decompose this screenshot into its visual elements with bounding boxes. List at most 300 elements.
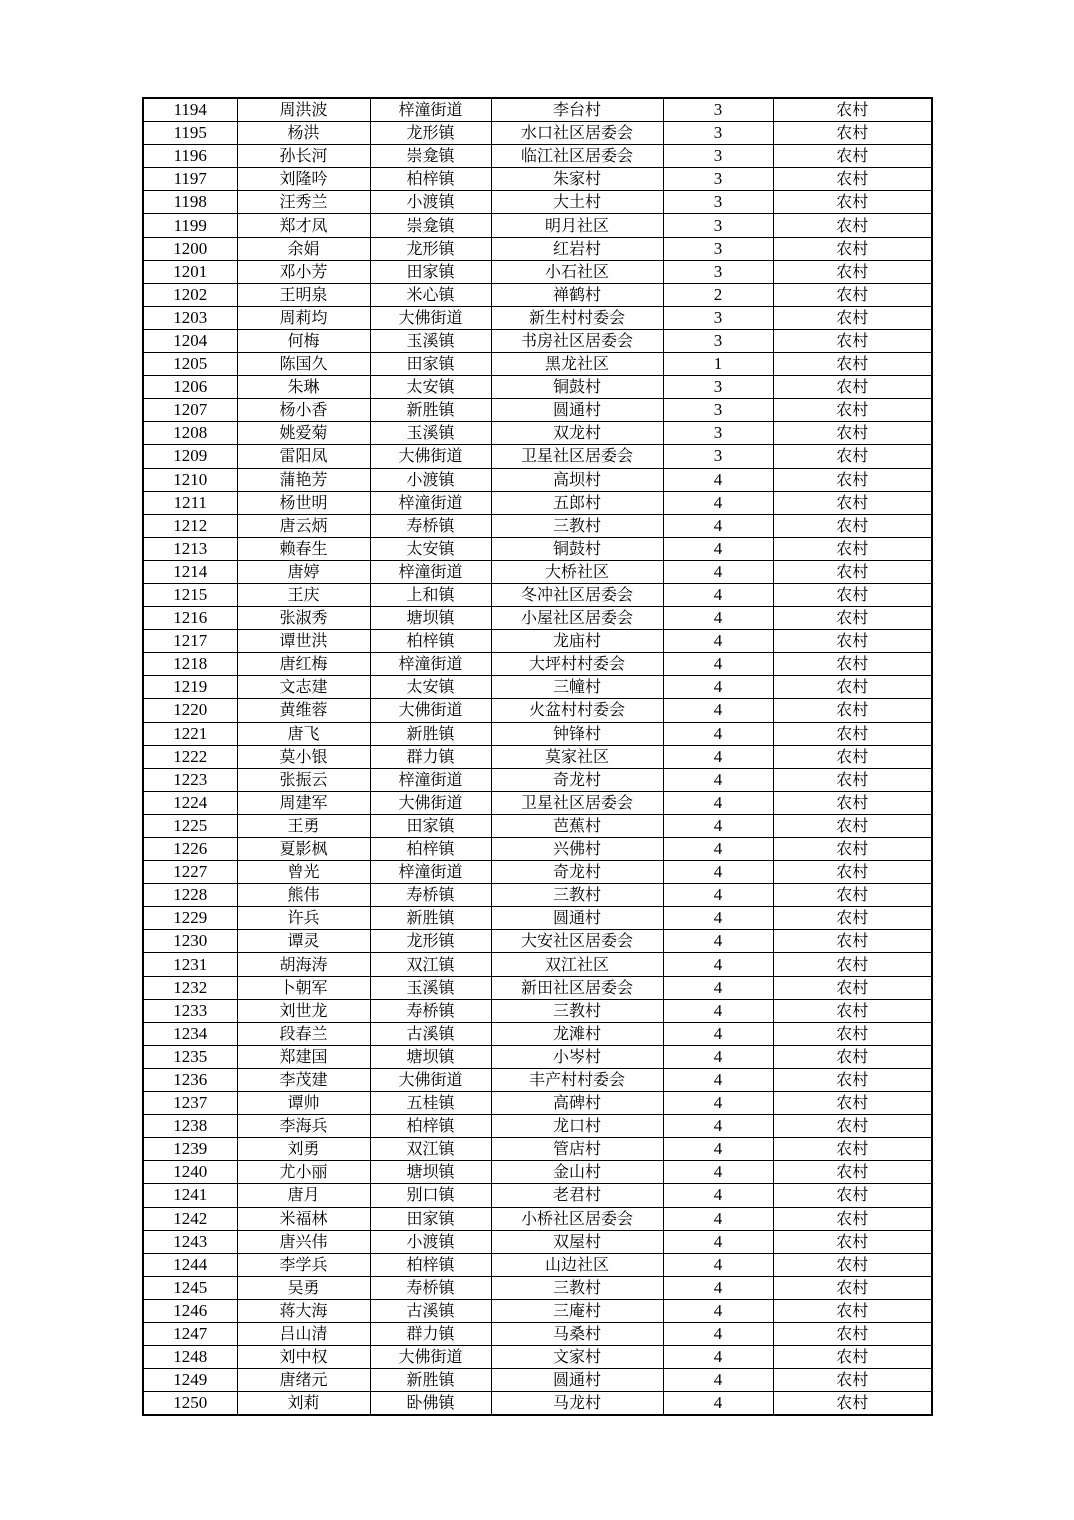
record-number-cell: 1212 <box>143 514 237 537</box>
township-cell: 卧佛镇 <box>370 1392 491 1416</box>
record-number-cell: 1242 <box>143 1207 237 1230</box>
count-cell: 4 <box>663 607 773 630</box>
category-cell: 农村 <box>773 1115 932 1138</box>
village-cell: 铜鼓村 <box>491 376 663 399</box>
category-cell: 农村 <box>773 976 932 999</box>
township-cell: 崇龛镇 <box>370 214 491 237</box>
township-cell: 大佛街道 <box>370 1068 491 1091</box>
village-cell: 马桑村 <box>491 1322 663 1345</box>
record-number-cell: 1208 <box>143 422 237 445</box>
record-number-cell: 1233 <box>143 999 237 1022</box>
category-cell: 农村 <box>773 930 932 953</box>
village-cell: 冬冲社区居委会 <box>491 583 663 606</box>
township-cell: 梓潼街道 <box>370 861 491 884</box>
table-row <box>143 930 932 953</box>
name-cell: 唐飞 <box>237 722 370 745</box>
category-cell: 农村 <box>773 1299 932 1322</box>
name-cell: 卜朝军 <box>237 976 370 999</box>
record-number-cell: 1240 <box>143 1161 237 1184</box>
count-cell: 3 <box>663 191 773 214</box>
record-number-cell: 1207 <box>143 399 237 422</box>
name-cell: 杨世明 <box>237 491 370 514</box>
record-number-cell: 1237 <box>143 1092 237 1115</box>
record-number-cell: 1204 <box>143 329 237 352</box>
table-row <box>143 191 932 214</box>
table-row <box>143 1253 932 1276</box>
count-cell: 4 <box>663 838 773 861</box>
table-row <box>143 422 932 445</box>
village-cell: 马龙村 <box>491 1392 663 1416</box>
record-number-cell: 1250 <box>143 1392 237 1416</box>
count-cell: 4 <box>663 814 773 837</box>
village-cell: 三教村 <box>491 884 663 907</box>
count-cell: 4 <box>663 1207 773 1230</box>
name-cell: 杨小香 <box>237 399 370 422</box>
count-cell: 4 <box>663 1115 773 1138</box>
village-cell: 高坝村 <box>491 468 663 491</box>
category-cell: 农村 <box>773 283 932 306</box>
records-table <box>142 97 933 1416</box>
village-cell: 钟锋村 <box>491 722 663 745</box>
village-cell: 李台村 <box>491 98 663 122</box>
township-cell: 寿桥镇 <box>370 514 491 537</box>
record-number-cell: 1200 <box>143 237 237 260</box>
record-number-cell: 1211 <box>143 491 237 514</box>
name-cell: 余娟 <box>237 237 370 260</box>
township-cell: 小渡镇 <box>370 191 491 214</box>
village-cell: 大土村 <box>491 191 663 214</box>
table-row <box>143 329 932 352</box>
village-cell: 新田社区居委会 <box>491 976 663 999</box>
village-cell: 兴佛村 <box>491 838 663 861</box>
village-cell: 黑龙社区 <box>491 353 663 376</box>
township-cell: 群力镇 <box>370 1322 491 1345</box>
table-row <box>143 607 932 630</box>
count-cell: 4 <box>663 653 773 676</box>
count-cell: 4 <box>663 1161 773 1184</box>
table-row <box>143 1346 932 1369</box>
table-row <box>143 653 932 676</box>
township-cell: 塘坝镇 <box>370 1161 491 1184</box>
record-number-cell: 1205 <box>143 353 237 376</box>
category-cell: 农村 <box>773 1045 932 1068</box>
village-cell: 明月社区 <box>491 214 663 237</box>
count-cell: 4 <box>663 468 773 491</box>
village-cell: 火盆村村委会 <box>491 699 663 722</box>
category-cell: 农村 <box>773 168 932 191</box>
village-cell: 奇龙村 <box>491 768 663 791</box>
category-cell: 农村 <box>773 791 932 814</box>
township-cell: 梓潼街道 <box>370 560 491 583</box>
category-cell: 农村 <box>773 630 932 653</box>
table-row <box>143 999 932 1022</box>
count-cell: 3 <box>663 329 773 352</box>
category-cell: 农村 <box>773 399 932 422</box>
count-cell: 3 <box>663 445 773 468</box>
table-row <box>143 122 932 145</box>
count-cell: 4 <box>663 514 773 537</box>
category-cell: 农村 <box>773 861 932 884</box>
records-body <box>143 98 932 1415</box>
village-cell: 小石社区 <box>491 260 663 283</box>
category-cell: 农村 <box>773 306 932 329</box>
village-cell: 管店村 <box>491 1138 663 1161</box>
category-cell: 农村 <box>773 907 932 930</box>
count-cell: 4 <box>663 491 773 514</box>
count-cell: 4 <box>663 537 773 560</box>
record-number-cell: 1243 <box>143 1230 237 1253</box>
village-cell: 红岩村 <box>491 237 663 260</box>
village-cell: 新生村村委会 <box>491 306 663 329</box>
record-number-cell: 1221 <box>143 722 237 745</box>
record-number-cell: 1226 <box>143 838 237 861</box>
record-number-cell: 1215 <box>143 583 237 606</box>
count-cell: 4 <box>663 1346 773 1369</box>
name-cell: 孙长河 <box>237 145 370 168</box>
category-cell: 农村 <box>773 838 932 861</box>
count-cell: 4 <box>663 1276 773 1299</box>
name-cell: 郑才凤 <box>237 214 370 237</box>
category-cell: 农村 <box>773 1369 932 1392</box>
table-row <box>143 699 932 722</box>
township-cell: 柏梓镇 <box>370 168 491 191</box>
township-cell: 梓潼街道 <box>370 491 491 514</box>
record-number-cell: 1223 <box>143 768 237 791</box>
name-cell: 李学兵 <box>237 1253 370 1276</box>
township-cell: 大佛街道 <box>370 699 491 722</box>
township-cell: 太安镇 <box>370 537 491 560</box>
village-cell: 圆通村 <box>491 907 663 930</box>
village-cell: 双江社区 <box>491 953 663 976</box>
category-cell: 农村 <box>773 468 932 491</box>
name-cell: 文志建 <box>237 676 370 699</box>
record-number-cell: 1231 <box>143 953 237 976</box>
record-number-cell: 1235 <box>143 1045 237 1068</box>
category-cell: 农村 <box>773 214 932 237</box>
category-cell: 农村 <box>773 122 932 145</box>
count-cell: 4 <box>663 676 773 699</box>
count-cell: 3 <box>663 145 773 168</box>
village-cell: 五郎村 <box>491 491 663 514</box>
category-cell: 农村 <box>773 814 932 837</box>
township-cell: 田家镇 <box>370 260 491 283</box>
category-cell: 农村 <box>773 145 932 168</box>
count-cell: 3 <box>663 214 773 237</box>
village-cell: 老君村 <box>491 1184 663 1207</box>
table-row <box>143 514 932 537</box>
category-cell: 农村 <box>773 1392 932 1416</box>
table-row <box>143 953 932 976</box>
record-number-cell: 1246 <box>143 1299 237 1322</box>
category-cell: 农村 <box>773 1346 932 1369</box>
table-row <box>143 353 932 376</box>
record-number-cell: 1232 <box>143 976 237 999</box>
township-cell: 崇龛镇 <box>370 145 491 168</box>
village-cell: 小岑村 <box>491 1045 663 1068</box>
table-row <box>143 583 932 606</box>
township-cell: 上和镇 <box>370 583 491 606</box>
township-cell: 大佛街道 <box>370 1346 491 1369</box>
record-number-cell: 1225 <box>143 814 237 837</box>
name-cell: 汪秀兰 <box>237 191 370 214</box>
count-cell: 3 <box>663 168 773 191</box>
category-cell: 农村 <box>773 1161 932 1184</box>
village-cell: 奇龙村 <box>491 861 663 884</box>
name-cell: 唐月 <box>237 1184 370 1207</box>
village-cell: 龙口村 <box>491 1115 663 1138</box>
record-number-cell: 1216 <box>143 607 237 630</box>
table-row <box>143 1045 932 1068</box>
township-cell: 柏梓镇 <box>370 1115 491 1138</box>
name-cell: 李茂建 <box>237 1068 370 1091</box>
village-cell: 书房社区居委会 <box>491 329 663 352</box>
township-cell: 梓潼街道 <box>370 98 491 122</box>
name-cell: 张淑秀 <box>237 607 370 630</box>
record-number-cell: 1194 <box>143 98 237 122</box>
name-cell: 熊伟 <box>237 884 370 907</box>
name-cell: 张振云 <box>237 768 370 791</box>
name-cell: 黄维蓉 <box>237 699 370 722</box>
village-cell: 小屋社区居委会 <box>491 607 663 630</box>
count-cell: 4 <box>663 976 773 999</box>
name-cell: 郑建国 <box>237 1045 370 1068</box>
count-cell: 1 <box>663 353 773 376</box>
township-cell: 小渡镇 <box>370 1230 491 1253</box>
name-cell: 刘勇 <box>237 1138 370 1161</box>
table-row <box>143 1068 932 1091</box>
category-cell: 农村 <box>773 1253 932 1276</box>
village-cell: 水口社区居委会 <box>491 122 663 145</box>
village-cell: 三教村 <box>491 514 663 537</box>
count-cell: 3 <box>663 422 773 445</box>
category-cell: 农村 <box>773 722 932 745</box>
village-cell: 卫星社区居委会 <box>491 791 663 814</box>
township-cell: 群力镇 <box>370 745 491 768</box>
table-row <box>143 491 932 514</box>
count-cell: 4 <box>663 722 773 745</box>
record-number-cell: 1214 <box>143 560 237 583</box>
count-cell: 4 <box>663 1299 773 1322</box>
category-cell: 农村 <box>773 191 932 214</box>
count-cell: 4 <box>663 1045 773 1068</box>
name-cell: 邓小芳 <box>237 260 370 283</box>
village-cell: 临江社区居委会 <box>491 145 663 168</box>
village-cell: 芭蕉村 <box>491 814 663 837</box>
record-number-cell: 1244 <box>143 1253 237 1276</box>
category-cell: 农村 <box>773 884 932 907</box>
record-number-cell: 1198 <box>143 191 237 214</box>
name-cell: 陈国久 <box>237 353 370 376</box>
table-row <box>143 376 932 399</box>
name-cell: 李海兵 <box>237 1115 370 1138</box>
table-row <box>143 1392 932 1416</box>
record-number-cell: 1247 <box>143 1322 237 1345</box>
name-cell: 曾光 <box>237 861 370 884</box>
table-row <box>143 1161 932 1184</box>
category-cell: 农村 <box>773 560 932 583</box>
table-row <box>143 722 932 745</box>
count-cell: 4 <box>663 1022 773 1045</box>
category-cell: 农村 <box>773 491 932 514</box>
record-number-cell: 1201 <box>143 260 237 283</box>
village-cell: 高碑村 <box>491 1092 663 1115</box>
township-cell: 寿桥镇 <box>370 884 491 907</box>
count-cell: 3 <box>663 399 773 422</box>
record-number-cell: 1248 <box>143 1346 237 1369</box>
table-row <box>143 1322 932 1345</box>
record-number-cell: 1209 <box>143 445 237 468</box>
township-cell: 龙形镇 <box>370 122 491 145</box>
category-cell: 农村 <box>773 422 932 445</box>
category-cell: 农村 <box>773 676 932 699</box>
count-cell: 4 <box>663 884 773 907</box>
name-cell: 谭帅 <box>237 1092 370 1115</box>
village-cell: 三庵村 <box>491 1299 663 1322</box>
name-cell: 谭世洪 <box>237 630 370 653</box>
township-cell: 田家镇 <box>370 353 491 376</box>
township-cell: 塘坝镇 <box>370 607 491 630</box>
table-row <box>143 537 932 560</box>
township-cell: 田家镇 <box>370 1207 491 1230</box>
township-cell: 大佛街道 <box>370 791 491 814</box>
count-cell: 3 <box>663 376 773 399</box>
village-cell: 丰产村村委会 <box>491 1068 663 1091</box>
township-cell: 寿桥镇 <box>370 999 491 1022</box>
record-number-cell: 1229 <box>143 907 237 930</box>
record-number-cell: 1210 <box>143 468 237 491</box>
category-cell: 农村 <box>773 699 932 722</box>
category-cell: 农村 <box>773 1022 932 1045</box>
table-row <box>143 1230 932 1253</box>
township-cell: 五桂镇 <box>370 1092 491 1115</box>
village-cell: 朱家村 <box>491 168 663 191</box>
table-row <box>143 1184 932 1207</box>
count-cell: 4 <box>663 1068 773 1091</box>
category-cell: 农村 <box>773 376 932 399</box>
table-row <box>143 399 932 422</box>
count-cell: 4 <box>663 699 773 722</box>
name-cell: 米福林 <box>237 1207 370 1230</box>
township-cell: 新胜镇 <box>370 722 491 745</box>
category-cell: 农村 <box>773 1322 932 1345</box>
table-row <box>143 260 932 283</box>
table-row <box>143 791 932 814</box>
name-cell: 刘世龙 <box>237 999 370 1022</box>
township-cell: 大佛街道 <box>370 306 491 329</box>
record-number-cell: 1202 <box>143 283 237 306</box>
name-cell: 唐绪元 <box>237 1369 370 1392</box>
village-cell: 卫星社区居委会 <box>491 445 663 468</box>
category-cell: 农村 <box>773 1230 932 1253</box>
table-row <box>143 814 932 837</box>
name-cell: 吴勇 <box>237 1276 370 1299</box>
record-number-cell: 1228 <box>143 884 237 907</box>
name-cell: 胡海涛 <box>237 953 370 976</box>
name-cell: 许兵 <box>237 907 370 930</box>
table-row <box>143 676 932 699</box>
record-number-cell: 1218 <box>143 653 237 676</box>
village-cell: 三幢村 <box>491 676 663 699</box>
table-row <box>143 838 932 861</box>
village-cell: 三教村 <box>491 1276 663 1299</box>
count-cell: 4 <box>663 1322 773 1345</box>
category-cell: 农村 <box>773 260 932 283</box>
category-cell: 农村 <box>773 953 932 976</box>
table-row <box>143 306 932 329</box>
name-cell: 唐婷 <box>237 560 370 583</box>
record-number-cell: 1195 <box>143 122 237 145</box>
table-row <box>143 237 932 260</box>
category-cell: 农村 <box>773 1207 932 1230</box>
table-row <box>143 1299 932 1322</box>
name-cell: 刘莉 <box>237 1392 370 1416</box>
township-cell: 米心镇 <box>370 283 491 306</box>
village-cell: 双屋村 <box>491 1230 663 1253</box>
township-cell: 新胜镇 <box>370 1369 491 1392</box>
township-cell: 双江镇 <box>370 1138 491 1161</box>
count-cell: 4 <box>663 1092 773 1115</box>
count-cell: 4 <box>663 630 773 653</box>
table-row <box>143 1207 932 1230</box>
record-number-cell: 1196 <box>143 145 237 168</box>
count-cell: 4 <box>663 745 773 768</box>
record-number-cell: 1199 <box>143 214 237 237</box>
record-number-cell: 1213 <box>143 537 237 560</box>
record-number-cell: 1238 <box>143 1115 237 1138</box>
category-cell: 农村 <box>773 1276 932 1299</box>
category-cell: 农村 <box>773 353 932 376</box>
township-cell: 寿桥镇 <box>370 1276 491 1299</box>
table-row <box>143 745 932 768</box>
name-cell: 段春兰 <box>237 1022 370 1045</box>
count-cell: 4 <box>663 1138 773 1161</box>
table-row <box>143 768 932 791</box>
name-cell: 唐兴伟 <box>237 1230 370 1253</box>
name-cell: 朱琳 <box>237 376 370 399</box>
category-cell: 农村 <box>773 583 932 606</box>
table-row <box>143 560 932 583</box>
count-cell: 4 <box>663 999 773 1022</box>
name-cell: 姚爱菊 <box>237 422 370 445</box>
village-cell: 大坪村村委会 <box>491 653 663 676</box>
table-row <box>143 1369 932 1392</box>
table-row <box>143 1138 932 1161</box>
village-cell: 龙庙村 <box>491 630 663 653</box>
township-cell: 柏梓镇 <box>370 630 491 653</box>
count-cell: 4 <box>663 1230 773 1253</box>
category-cell: 农村 <box>773 537 932 560</box>
township-cell: 龙形镇 <box>370 237 491 260</box>
table-row <box>143 630 932 653</box>
township-cell: 玉溪镇 <box>370 329 491 352</box>
count-cell: 4 <box>663 861 773 884</box>
category-cell: 农村 <box>773 98 932 122</box>
category-cell: 农村 <box>773 768 932 791</box>
name-cell: 王庆 <box>237 583 370 606</box>
count-cell: 4 <box>663 907 773 930</box>
table-row <box>143 976 932 999</box>
township-cell: 龙形镇 <box>370 930 491 953</box>
count-cell: 4 <box>663 791 773 814</box>
record-number-cell: 1217 <box>143 630 237 653</box>
village-cell: 文家村 <box>491 1346 663 1369</box>
name-cell: 王勇 <box>237 814 370 837</box>
township-cell: 塘坝镇 <box>370 1045 491 1068</box>
township-cell: 田家镇 <box>370 814 491 837</box>
count-cell: 3 <box>663 122 773 145</box>
count-cell: 4 <box>663 1184 773 1207</box>
category-cell: 农村 <box>773 1092 932 1115</box>
